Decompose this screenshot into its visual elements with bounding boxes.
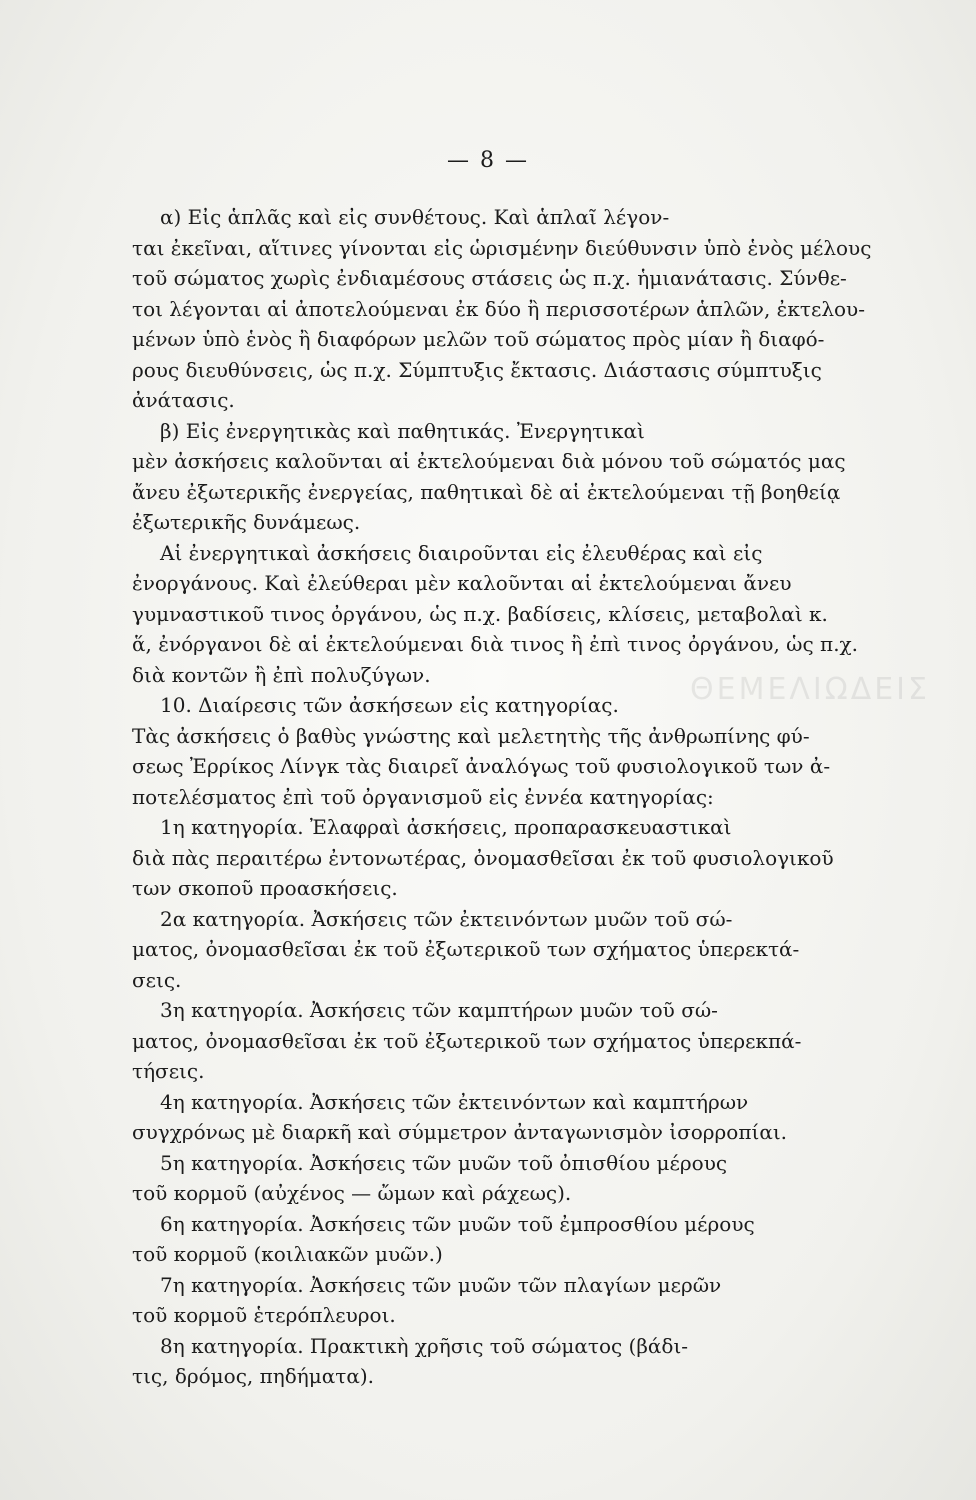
text-line: μὲν ἀσκήσεις καλοῦνται αἱ ἐκτελούμεναι διὰ μόνου τοῦ σώματός μας xyxy=(132,449,846,473)
text-line: β) Εἰς ἐνεργητικὰς καὶ παθητικάς. Ἐνεργητικαὶ xyxy=(160,418,645,443)
text-line: διὰ κοντῶν ἢ ἐπὶ πολυζύγων. xyxy=(132,662,431,687)
text-line: Αἱ ἐνεργητικαὶ ἀσκήσεις διαιροῦνται εἰς ἐλευθέρας καὶ εἰς xyxy=(160,540,763,565)
text-line: ἐνοργάνους. Καὶ ἐλεύθεραι μὲν καλοῦνται αἱ ἐκτελούμεναι ἄνευ xyxy=(132,571,792,595)
text-line: ποτελέσματος ἐπὶ τοῦ ὀργανισμοῦ εἰς ἐννέα κατηγορίας: xyxy=(132,784,714,809)
section-heading: 10. Διαίρεσις τῶν ἀσκήσεων εἰς κατηγορίας. xyxy=(160,693,619,717)
text-line: τοῦ σώματος χωρὶς ἐνδιαμέσους στάσεις ὡς π.χ. ἡμιανάτασις. Σύνθε- xyxy=(132,266,847,290)
text-line: τις, δρόμος, πηδήματα). xyxy=(132,1364,375,1388)
category-line: 1η κατηγορία. Ἐλαφραὶ ἀσκήσεις, προπαρασκευαστικαὶ xyxy=(160,815,732,839)
text-line: ἅ, ἐνόργανοι δὲ αἱ ἐκτελούμεναι διὰ τινος ἢ ἐπὶ τινος ὀργάνου, ὡς π.χ. xyxy=(132,632,859,656)
text-line: τοι λέγονται αἱ ἀποτελούμεναι ἐκ δύο ἢ περισσοτέρων ἁπλῶν, ἐκτελου- xyxy=(132,296,865,321)
text-line: συγχρόνως μὲ διαρκῆ καὶ σύμμετρον ἀνταγωνισμὸν ἰσορροπίαι. xyxy=(132,1120,788,1144)
text-line: ται ἐκεῖναι, αἵτινες γίνονται εἰς ὡρισμένην διεύθυνσιν ὑπὸ ἑνὸς μέλους xyxy=(132,235,872,260)
category-line: 5η κατηγορία. Ἀσκήσεις τῶν μυῶν τοῦ ὀπισθίου μέρους xyxy=(160,1150,728,1175)
text-line: Τὰς ἀσκήσεις ὁ βαθὺς γνώστης καὶ μελετητὴς τῆς ἀνθρωπίνης φύ- xyxy=(132,723,810,748)
bleed-through-text: ΘΕΜΕΛΙΩΔΕΙΣ xyxy=(690,672,930,707)
text-line: μένων ὑπὸ ἑνὸς ἢ διαφόρων μελῶν τοῦ σώματος πρὸς μίαν ἢ διαφό- xyxy=(132,327,825,351)
text-line: ματος, ὀνομασθεῖσαι ἐκ τοῦ ἐξωτερικοῦ των σχήματος ὑπερεκτά- xyxy=(132,937,800,961)
text-line: τοῦ κορμοῦ (αὐχένος — ὤμων καὶ ράχεως). xyxy=(132,1181,572,1205)
body-text xyxy=(132,202,920,1392)
text-line: διὰ πὰς περαιτέρω ἐντονωτέρας, ὀνομασθεῖσαι ἐκ τοῦ φυσιολογικοῦ xyxy=(132,845,834,870)
category-line: 6η κατηγορία. Ἀσκήσεις τῶν μυῶν τοῦ ἐμπροσθίου μέρους xyxy=(160,1211,755,1236)
text-line: ρους διευθύνσεις, ὡς π.χ. Σύμπτυξις ἔκτασις. Διάστασις σύμπτυξις xyxy=(132,357,822,382)
page-number: — 8 — xyxy=(447,148,529,173)
text-line: ἀνάτασις. xyxy=(132,388,235,412)
category-line: 8η κατηγορία. Πρακτικὴ χρῆσις τοῦ σώματος (βάδι- xyxy=(160,1333,689,1358)
text-line: ματος, ὀνομασθεῖσαι ἐκ τοῦ ἐξωτερικοῦ των σχήματος ὑπερεκπά- xyxy=(132,1028,802,1053)
text-line: ἄνευ ἐξωτερικῆς ἐνεργείας, παθητικαὶ δὲ αἱ ἐκτελούμεναι τῇ βοηθείᾳ xyxy=(132,479,841,504)
text-line: α) Εἰς ἁπλᾶς καὶ εἰς συνθέτους. Καὶ ἁπλαῖ λέγον- xyxy=(160,205,670,229)
text-line: ἐξωτερικῆς δυνάμεως. xyxy=(132,510,361,534)
category-line: 4η κατηγορία. Ἀσκήσεις τῶν ἐκτεινόντων καὶ καμπτήρων xyxy=(160,1089,749,1114)
text-line: σεως Ἐρρίκος Λίνγκ τὰς διαιρεῖ ἀναλόγως τοῦ φυσιολογικοῦ των ἀ- xyxy=(132,754,831,778)
category-line: 3η κατηγορία. Ἀσκήσεις τῶν καμπτήρων μυῶν τοῦ σώ- xyxy=(160,998,718,1022)
category-line: 7η κατηγορία. Ἀσκήσεις τῶν μυῶν τῶν πλαγίων μερῶν xyxy=(160,1272,722,1297)
text-line: τοῦ κορμοῦ (κοιλιακῶν μυῶν.) xyxy=(132,1242,443,1266)
text-line: των σκοποῦ προασκήσεις. xyxy=(132,876,398,900)
text-line: τήσεις. xyxy=(132,1059,205,1083)
text-line: σεις. xyxy=(132,967,182,992)
text-line: τοῦ κορμοῦ ἑτερόπλευροι. xyxy=(132,1303,396,1327)
category-line: 2α κατηγορία. Ἀσκήσεις τῶν ἐκτεινόντων μυῶν τοῦ σώ- xyxy=(160,906,733,931)
text-line: γυμναστικοῦ τινος ὀργάνου, ὡς π.χ. βαδίσεις, κλίσεις, μεταβολαὶ κ. xyxy=(132,601,828,626)
